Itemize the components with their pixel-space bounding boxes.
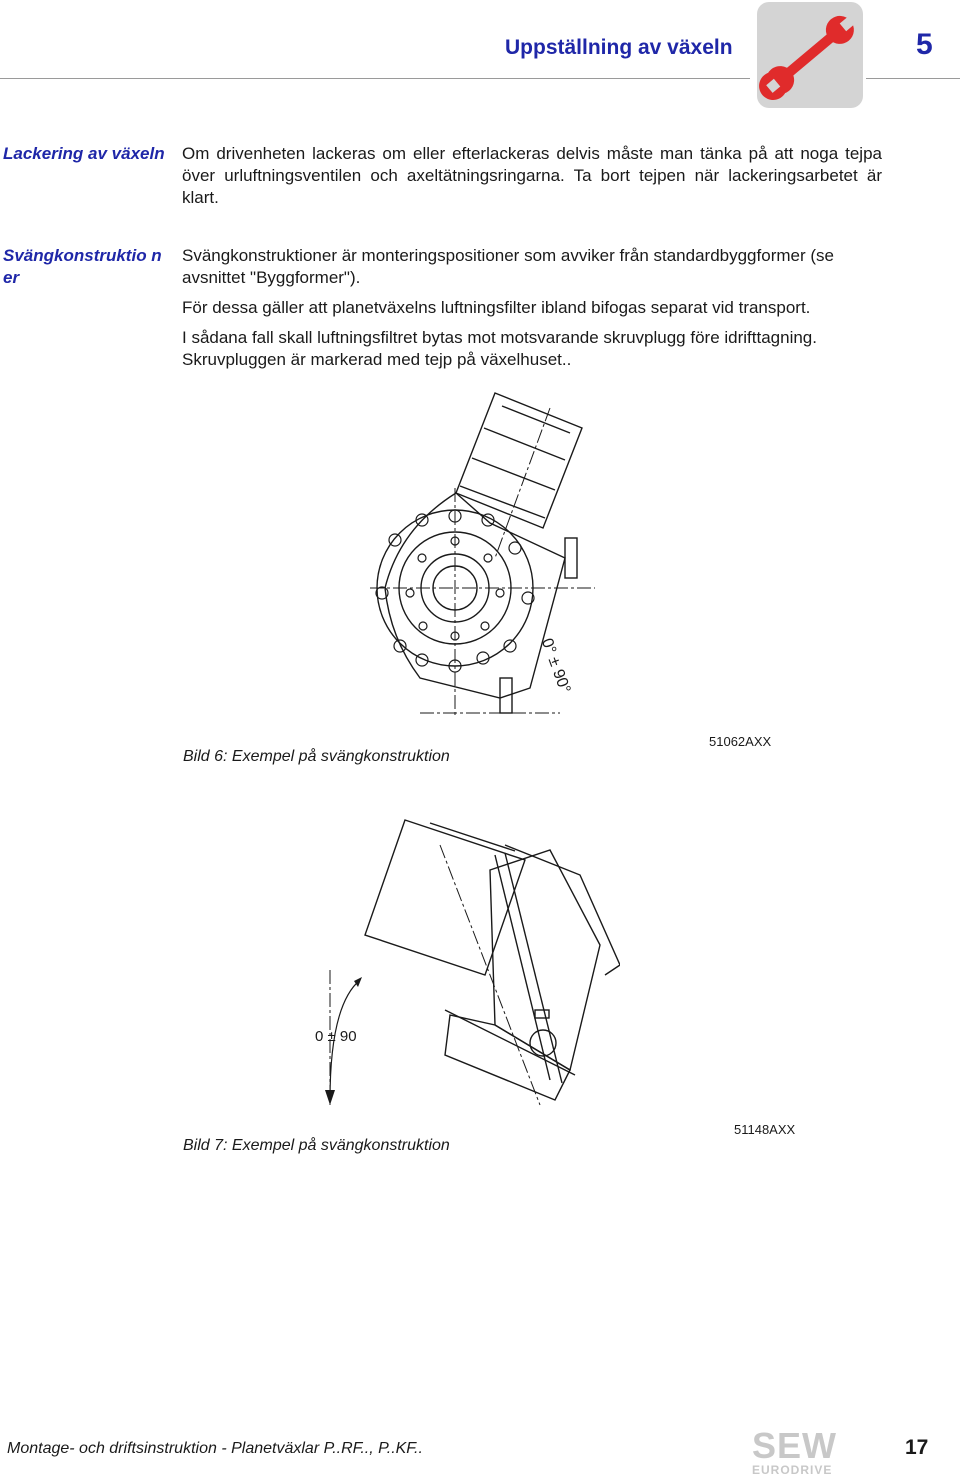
paragraph: För dessa gäller att planetväxelns luftningsfilter ibland bifogas separat vid transport. [182,298,811,317]
page-header-title: Uppställning av växeln [505,36,733,59]
logo-top: SEW [752,1425,838,1466]
chapter-tab [757,2,863,108]
figure-6-caption: Bild 6: Exempel på svängkonstruktion [183,748,450,765]
paragraph: Om drivenheten lackeras om eller efterlackeras delvis måste man tänka på att noga tejpa över urluftningsventilen och axeltätningsringarna. Ta bort tejpen när lackeringsarbetet är klart. [182,144,882,207]
figure-7-drawing [300,815,620,1110]
sew-eurodrive-logo [752,1425,862,1478]
figure-6-drawing [360,388,600,723]
wrench-icon [757,2,863,108]
footer-document-title: Montage- och driftsinstruktion - Planetväxlar P..RF.., P..KF.. [7,1440,423,1457]
figure-7-angle-label: 0 ± 90 [315,1028,357,1045]
chapter-number: 5 [916,28,933,61]
section-label-lackering: Lackering av växeln [3,144,165,163]
page-number: 17 [905,1436,929,1459]
paragraph: Svängkonstruktioner är monteringspositioner som avviker från standardbyggformer (se avsnittet "Byggformer"). [182,246,834,287]
figure-7-code: 51148AXX [734,1122,796,1137]
section-label-svangkonstruktioner: Svängkonstruktio ner [3,246,162,287]
logo-bottom: EURODRIVE [752,1463,833,1477]
section-body-lackering [182,143,882,217]
header-divider-right [866,78,960,79]
figure-7-caption: Bild 7: Exempel på svängkonstruktion [183,1137,450,1154]
figure-6-angle-label: 0° ± 90° [537,636,574,696]
figure-6-code: 51062AXX [709,734,772,749]
header-divider [0,78,750,79]
paragraph: I sådana fall skall luftningsfiltret bytas mot motsvarande skruvplugg före idrifttagning. Skruvpluggen är markerad med tejp på växelhuset.. [182,328,817,369]
section-body-svangkonstruktioner [182,245,882,379]
